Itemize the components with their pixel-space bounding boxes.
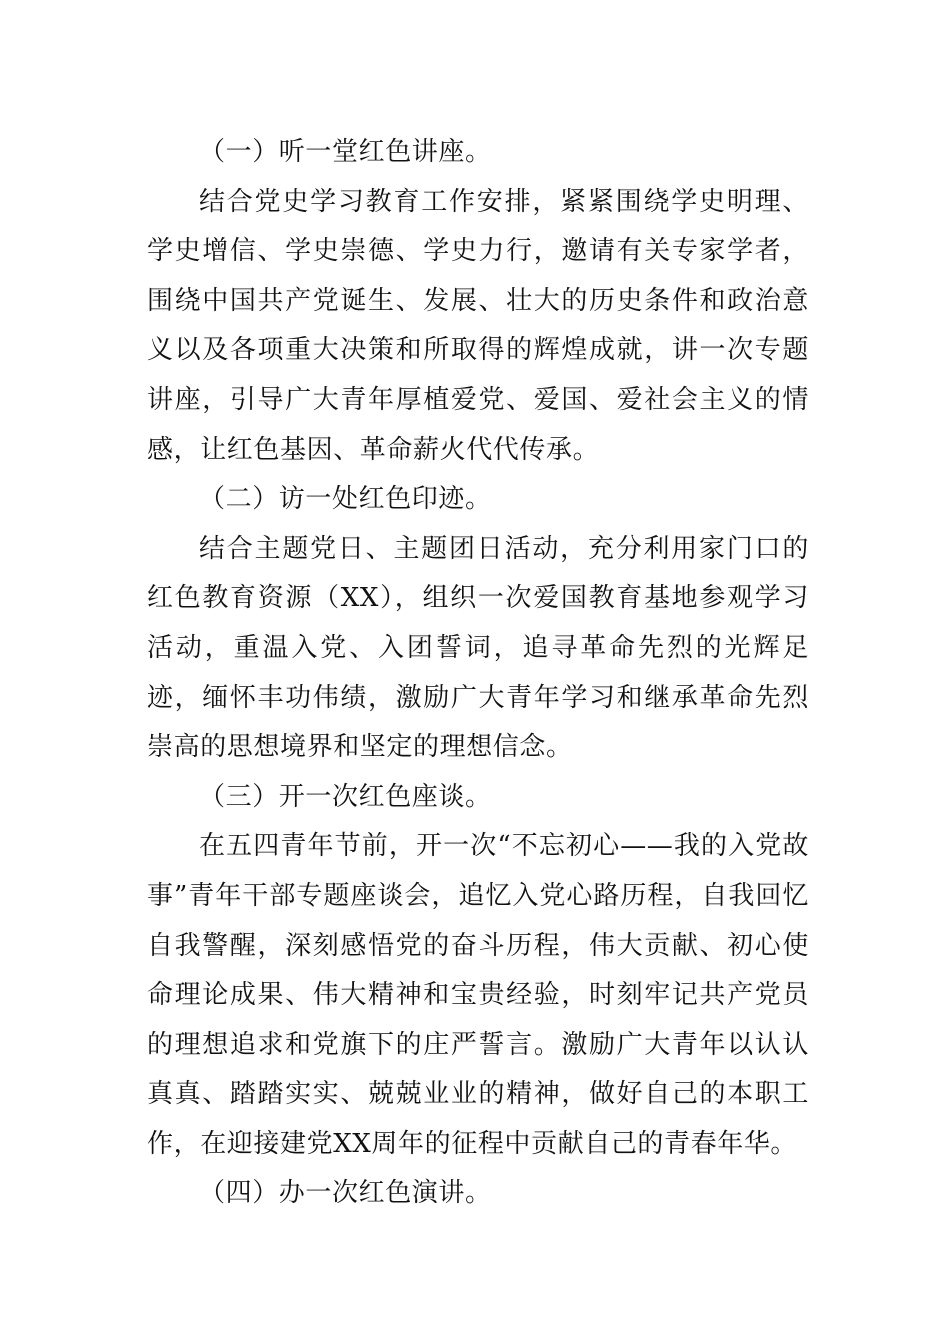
section-paragraph-2: 结合主题党日、主题团日活动，充分利用家门口的红色教育资源（XX），组织一次爱国教育基地参观学习活动，重温入党、入团誓词，追寻革命先烈的光辉足迹，缅怀丰功伟绩，激励广大青年学习和继承革命先烈崇高的思想境界和坚定的理想信念。 bbox=[147, 533, 809, 763]
section-paragraph-3: 在五四青年节前，开一次“不忘初心——我的入党故事”青年干部专题座谈会，追忆入党心路历程，自我回忆自我警醒，深刻感悟党的奋斗历程，伟大贡献、初心使命理论成果、伟大精神和宝贵经验，时刻牢记共产党员的理想追求和党旗下的庄严誓言。激励广大青年以认认真真、踏踏实实、兢兢业业的精神，做好自己的本职工作，在迎接建党XX周年的征程中贡献自己的青春年华。 bbox=[147, 831, 809, 1159]
section-heading-3: （三）开一次红色座谈。 bbox=[199, 781, 492, 812]
section-heading-2: （二）访一处红色印迹。 bbox=[199, 484, 492, 515]
document-body bbox=[147, 128, 809, 1219]
section-heading-1: （一）听一堂红色讲座。 bbox=[199, 137, 492, 167]
section-heading-4: （四）办一次红色演讲。 bbox=[199, 1178, 492, 1209]
section-paragraph-1: 结合党史学习教育工作安排，紧紧围绕学史明理、学史增信、学史崇德、学史力行，邀请有关专家学者，围绕中国共产党诞生、发展、壮大的历史条件和政治意义以及各项重大决策和所取得的辉煌成就，讲一次专题讲座，引导广大青年厚植爱党、爱国、爱社会主义的情感，让红色基因、革命薪火代代传承。 bbox=[147, 186, 809, 465]
